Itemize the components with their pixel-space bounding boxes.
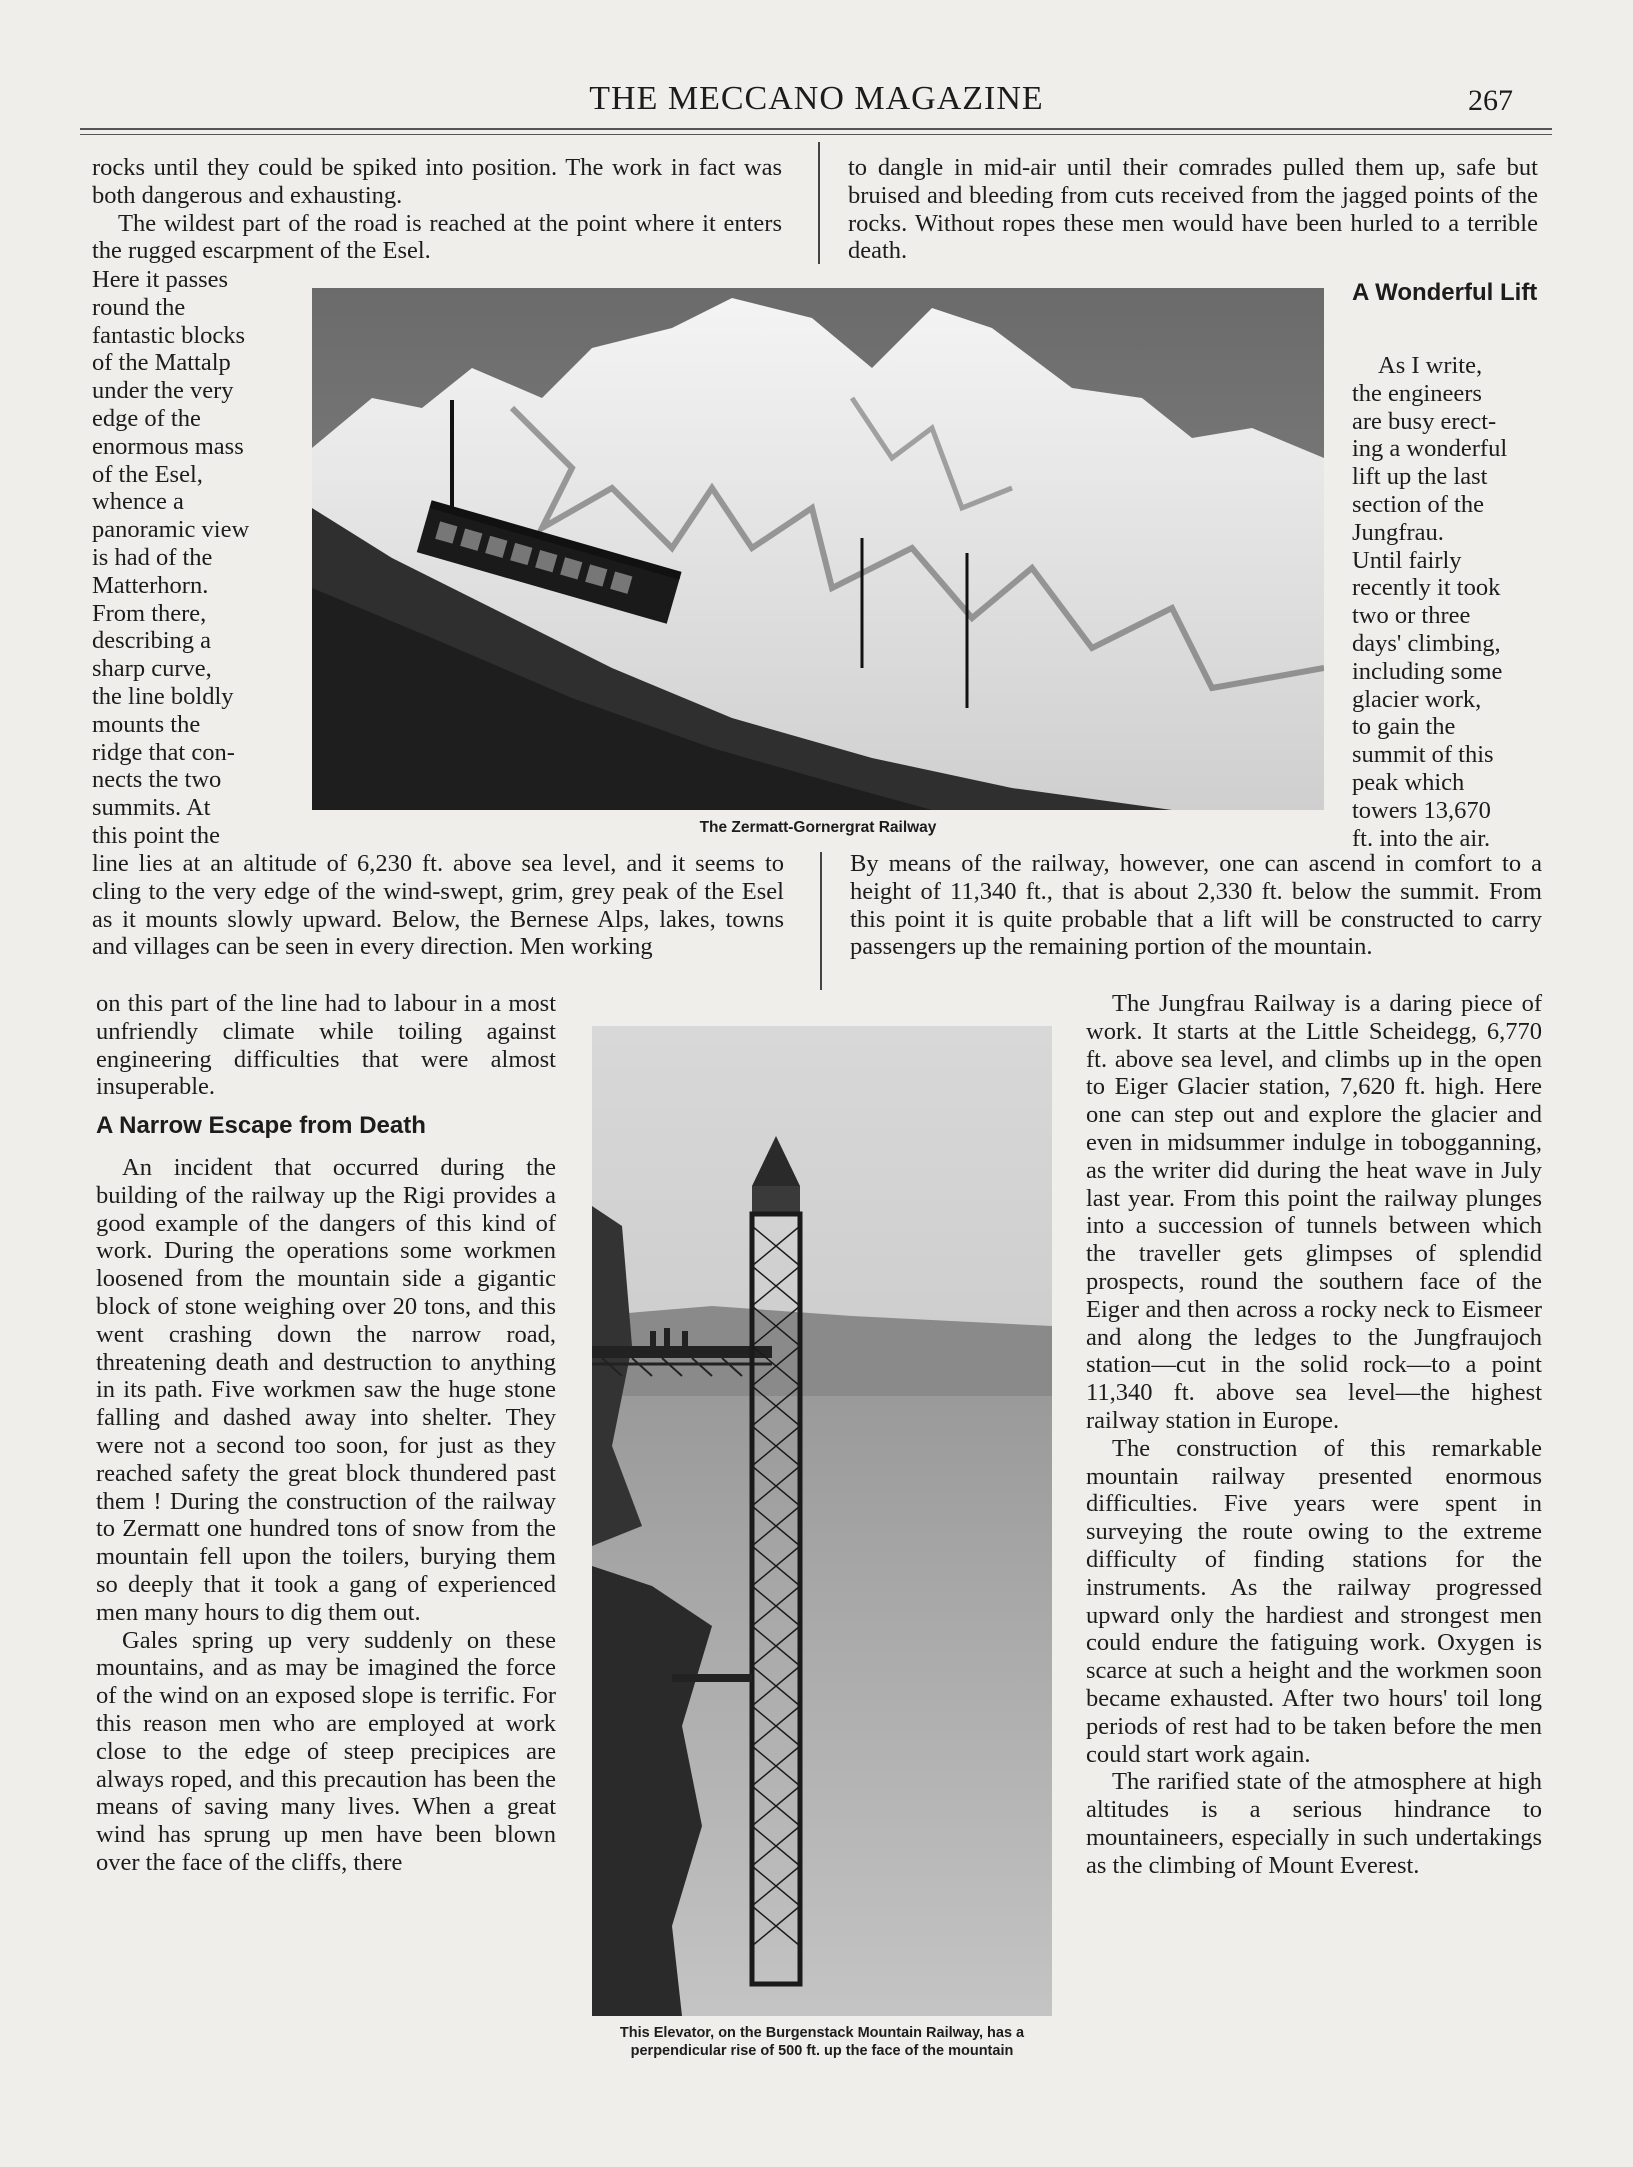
text-line: edge of the <box>92 404 201 432</box>
text-line: summit of this <box>1352 741 1494 769</box>
text-line: nects the two <box>92 766 222 794</box>
text-line: section of the <box>1352 490 1484 518</box>
left-lower-text <box>96 990 556 1101</box>
text-line: Here it passes <box>92 266 229 293</box>
text-line: describing a <box>92 627 212 655</box>
paragraph: to dangle in mid-air until their comrades pulled them up, safe but bruised and bleeding from cuts received from the jagged points of the rocks. Without ropes these men would have been hurled to a terrible death. <box>848 154 1538 265</box>
text-line: is had of the <box>92 543 213 571</box>
left-escape-text <box>96 1154 556 1877</box>
burgenstack-elevator-photo <box>592 1026 1052 2016</box>
text-line: mounts the <box>92 710 201 738</box>
text-line: Until fairly <box>1352 546 1462 574</box>
text-line: whence a <box>92 488 184 516</box>
page-number: 267 <box>1468 84 1513 117</box>
text-line: glacier work, <box>1352 685 1482 713</box>
text-line: summits. At <box>92 794 211 822</box>
heading-wonderful-lift: A Wonderful Lift <box>1352 279 1538 306</box>
text-line: ft. into the air. <box>1352 824 1491 852</box>
text-line: two or three <box>1352 602 1471 630</box>
text-line: sharp curve, <box>92 655 212 683</box>
text-line: fantastic blocks <box>92 321 246 349</box>
text-line: Matterhorn. <box>92 571 209 599</box>
paragraph: An incident that occurred during the building of the railway up the Rigi provides a good example of the dangers of this kind of work. During the operations some workmen loosened from the mountain side a gigantic block of stone weighing over 20 tons, and this went crashing down the narrow road, threatening death and destruction to anything in its path. Five workmen saw the huge stone falling and dashed away into shelter. They were not a second too soon, for just as they reached safety the great block thundered past them ! During the construction of the railway to Zermatt one hundred tons of snow from the mountain fell upon the toilers, burying them so deeply that it took a gang of experienced men many hours to dig them out. <box>96 1154 556 1626</box>
header-rule <box>80 128 1552 130</box>
header-rule-thin <box>80 134 1552 135</box>
left-top-text <box>92 154 782 265</box>
text-line: panoramic view <box>92 516 250 544</box>
text-line: to gain the <box>1352 713 1456 741</box>
text-line: days' climbing, <box>1352 629 1501 657</box>
text-line: recently it took <box>1352 574 1501 602</box>
text-line: ing a wonderful <box>1352 435 1508 463</box>
elevator-photo-caption: This Elevator, on the Burgenstack Mountain Railway, has a perpendicular rise of 500 ft. up the face of the mountain <box>619 2025 1025 2059</box>
paragraph: By means of the railway, however, one can ascend in comfort to a height of 11,340 ft., that is about 2,330 ft. below the summit. From this point it is quite probable that a lift will be constructed to carry passengers up the remaining portion of the mountain. <box>850 850 1542 961</box>
left-wide-text <box>92 850 784 961</box>
right-narrow-text <box>1352 352 1542 852</box>
page-header-title: THE MECCANO MAGAZINE <box>589 80 1044 117</box>
right-top-text <box>848 154 1538 265</box>
left-narrow-text <box>92 266 282 850</box>
text-line: of the Mattalp <box>92 349 231 377</box>
text-line: the line boldly <box>92 682 234 710</box>
text-line: From there, <box>92 599 207 627</box>
paragraph: The construction of this remarkable mountain railway presented enormous difficulties. Five years were spent in surveying the route owing to the extreme difficulty of finding stations for the instruments. As the railway progressed upward only the hardiest and strongest men could endure the fatiguing work. Oxygen is scarce at such a height and the workmen soon became exhausted. After two hours' toil long periods of rest had to be taken before the men could start work again. <box>1086 1434 1542 1768</box>
text-line: lift up the last <box>1352 463 1488 491</box>
heading-narrow-escape: A Narrow Escape from Death <box>96 1112 426 1139</box>
paragraph: on this part of the line had to labour in a most unfriendly climate while toiling against engineering difficulties that were almost insuperable. <box>96 990 556 1101</box>
text-line: the engineers <box>1352 379 1482 407</box>
column-divider-top <box>818 142 820 264</box>
paragraph: rocks until they could be spiked into position. The work in fact was both dangerous and exhausting. <box>92 154 782 209</box>
paragraph: The rarified state of the atmosphere at high altitudes is a serious hindrance to mountaineers, especially in such undertakings as the climbing of Mount Everest. <box>1086 1768 1542 1879</box>
text-line: enormous mass <box>92 432 244 460</box>
right-wide-text <box>850 850 1542 961</box>
railway-photo-caption: The Zermatt-Gornergrat Railway <box>699 819 937 836</box>
paragraph: The wildest part of the road is reached at the point where it enters the rugged escarpment of the Esel. <box>92 209 782 265</box>
text-line: under the very <box>92 377 234 405</box>
text-line: ridge that con- <box>92 738 235 766</box>
text-line: Jungfrau. <box>1352 518 1444 546</box>
zermatt-railway-photo <box>312 288 1324 810</box>
text-line: this point the <box>92 821 220 849</box>
text-line: are busy erect- <box>1352 407 1497 435</box>
text-line: peak which <box>1352 768 1465 796</box>
paragraph: line lies at an altitude of 6,230 ft. above sea level, and it seems to cling to the very edge of the wind-swept, grim, grey peak of the Esel as it mounts slowly upward. Below, the Bernese Alps, lakes, towns and villages can be seen in every direction. Men working <box>92 850 784 961</box>
text-line: towers 13,670 <box>1352 796 1491 824</box>
paragraph: The Jungfrau Railway is a daring piece of work. It starts at the Little Scheidegg, 6,770 ft. above sea level, and climbs up in the open to Eiger Glacier station, 7,620 ft. high. Here one can step out and explore the glacier and even in midsummer indulge in tobogganning, as the writer did during the heat wave in July last year. From this point the railway plunges into a succession of tunnels between which the traveller gets glimpses of splendid prospects, round the southern face of the Eiger and then across a rocky neck to Eismeer and along the ledges to the Jungfraujoch station—cut in the solid rock—to a point 11,340 ft. above sea level—the highest railway station in Europe. <box>1086 990 1542 1434</box>
text-line: including some <box>1352 657 1503 685</box>
column-divider-middle <box>820 852 822 990</box>
paragraph: Gales spring up very suddenly on these mountains, and as may be imagined the force of the wind on an exposed slope is terrific. For this reason men who are employed at work close to the edge of steep precipices are always roped, and this precaution has been the means of saving many lives. When a great wind has sprung up men have been blown over the face of the cliffs, there <box>96 1626 556 1876</box>
text-line: As I write, <box>1378 352 1483 379</box>
text-line: of the Esel, <box>92 460 203 488</box>
text-line: round the <box>92 293 186 321</box>
right-lower-text <box>1086 990 1542 1880</box>
